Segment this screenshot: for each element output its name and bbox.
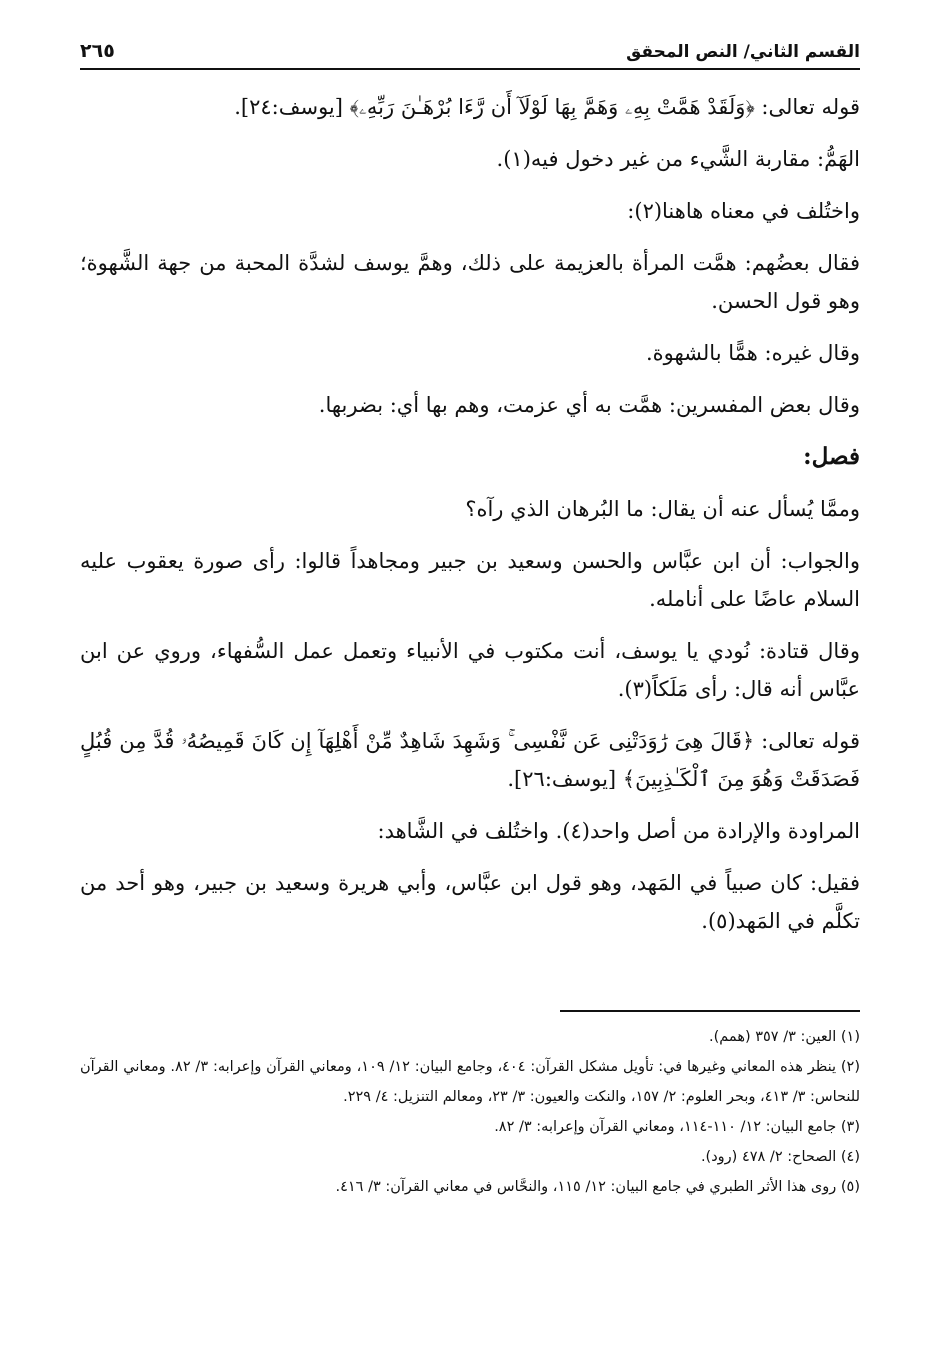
paragraph: فقال بعضُهم: همَّت المرأة بالعزيمة على ذلك، وهمَّ يوسف لشدَّة المحبة من جهة الشَّهوة؛ وهو قول الحسن. xyxy=(80,251,860,313)
paragraph: قوله تعالى: ﴿قَالَ هِىَ رَٰوَدَتْنِى عَن نَّفْسِى ۚ وَشَهِدَ شَاهِدٌ مِّنْ أَهْلِهَآ إِن كَانَ قَمِيصُهُۥ قُدَّ مِن قُبُلٍ فَصَدَقَتْ وَهُوَ مِنَ ٱلْكَـٰذِبِينَ﴾ [يوسف:٢٦]. xyxy=(80,729,860,791)
paragraph: واختُلف في معناه هاهنا(٢): xyxy=(627,199,860,223)
paragraph: فقيل: كان صبياً في المَهد، وهو قول ابن عبَّاس، وأبي هريرة وسعيد بن جبير، وهو أحد من تكلَّم في المَهد(٥). xyxy=(80,871,860,933)
paragraph: قوله تعالى: ﴿وَلَقَدْ هَمَّتْ بِهِۦ وَهَمَّ بِهَا لَوْلَآ أَن رَّءَا بُرْهَـٰنَ رَبِّهِۦ﴾ [يوسف:٢٤]. xyxy=(234,95,860,119)
paragraph: المراودة والإرادة من أصل واحد(٤). واختُلف في الشَّاهد: xyxy=(377,819,860,843)
paragraph: وقال غيره: همًّا بالشهوة. xyxy=(645,341,860,365)
footnote: (٤) الصحاح: ٢/ ٤٧٨ (رود). xyxy=(700,1149,860,1165)
section-title: القسم الثاني/ النص المحقق xyxy=(626,42,860,62)
paragraph: وقال بعض المفسرين: همَّت به أي عزمت، وهم بها أي: بضربها. xyxy=(318,393,860,417)
footnote: (١) العين: ٣/ ٣٥٧ (همم). xyxy=(709,1029,860,1045)
main-text xyxy=(80,88,860,940)
paragraph: وقال قتادة: نُودي يا يوسف، أنت مكتوب في الأنبياء وتعمل عمل السُّفهاء، وروي عن ابن عبَّاس أنه قال: رأى مَلَكاً(٣). xyxy=(80,639,860,701)
running-header xyxy=(80,40,860,70)
footnote: (٥) روى هذا الأثر الطبري في جامع البيان: ١٢/ ١١٥، والنحَّاس في معاني القرآن: ٣/ ٤١٦. xyxy=(335,1179,860,1195)
footnotes xyxy=(80,1022,860,1202)
footnote: (٣) جامع البيان: ١٢/ ١١٠-١١٤، ومعاني القرآن وإعرابه: ٣/ ٨٢. xyxy=(494,1119,860,1135)
section-heading: فصل: xyxy=(803,443,860,470)
paragraph: الهَمُّ: مقاربة الشَّيء من غير دخول فيه(١). xyxy=(496,147,860,171)
book-page xyxy=(80,40,860,1202)
paragraph: والجواب: أن ابن عبَّاس والحسن وسعيد بن جبير ومجاهداً قالوا: رأى صورة يعقوب عليه السلام عاضًا على أنامله. xyxy=(80,549,860,611)
page-number: ٢٦٥ xyxy=(80,40,115,62)
paragraph: وممَّا يُسأل عنه أن يقال: ما البُرهان الذي رآه؟ xyxy=(465,497,860,521)
footnote: (٢) ينظر هذه المعاني وغيرها في: تأويل مشكل القرآن: ٤٠٤، وجامع البيان: ١٢/ ١٠٩، ومعاني القرآن وإعرابه: ٣/ ٨٢. ومعاني القرآن للنحاس: ٣/ ٤١٣، وبحر العلوم: ٢/ ١٥٧، والنكت والعيون: ٣/ ٢٣، ومعالم التنزيل: ٤/ ٢٢٩. xyxy=(80,1059,861,1105)
footnote-separator xyxy=(560,1010,860,1012)
